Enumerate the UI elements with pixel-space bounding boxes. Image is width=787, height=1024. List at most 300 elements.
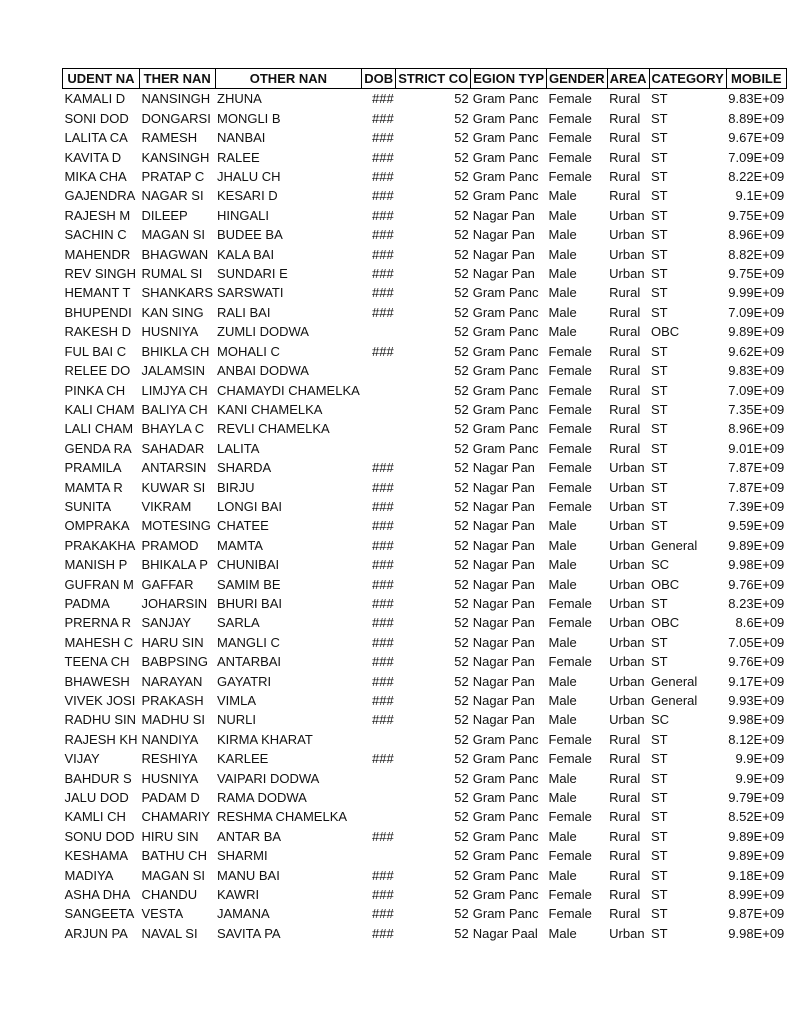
table-cell[interactable]: 9.93E+09 (728, 693, 785, 708)
table-cell[interactable]: 7.39E+09 (728, 498, 785, 514)
table-cell[interactable]: Nagar Pan (472, 266, 535, 282)
table-cell[interactable]: ASHA DHA (64, 887, 131, 903)
table-cell[interactable]: KARLEE (217, 751, 269, 767)
table-cell[interactable]: 52 (454, 498, 469, 514)
table-cell[interactable] (362, 788, 396, 807)
table-cell[interactable]: Female (548, 887, 592, 903)
table-cell[interactable]: ST (651, 770, 668, 786)
table-cell[interactable]: 9.59E+09 (728, 518, 785, 534)
table-cell[interactable]: 52 (454, 654, 469, 670)
table-cell[interactable]: Female (548, 809, 592, 825)
table-cell[interactable]: ### (371, 906, 394, 922)
table-cell[interactable]: Urban (609, 537, 645, 553)
table-cell[interactable]: Urban (609, 266, 645, 282)
table-cell[interactable]: Gram Panc (472, 285, 539, 301)
table-cell[interactable]: BATHU CH (141, 848, 207, 864)
table-cell[interactable]: MAMTA R (64, 479, 123, 495)
table-cell[interactable]: Gram Panc (472, 867, 539, 883)
table-cell[interactable]: ### (371, 557, 394, 573)
table-cell[interactable]: Male (548, 867, 577, 883)
table-cell[interactable]: 9.75E+09 (728, 207, 785, 223)
table-cell[interactable]: ST (651, 925, 668, 941)
table-cell[interactable]: BIRJU (217, 479, 255, 495)
table-cell[interactable]: ### (371, 460, 394, 476)
table-cell[interactable] (362, 439, 396, 458)
table-cell[interactable]: Gram Panc (472, 382, 539, 398)
table-cell[interactable]: CHANDU (141, 887, 198, 903)
table-cell[interactable]: SUNITA (64, 498, 112, 514)
table-cell[interactable]: HINGALI (217, 207, 270, 223)
table-cell[interactable]: SAMIM BE (217, 576, 281, 592)
table-cell[interactable]: NAGAR SI (141, 188, 204, 204)
table-cell[interactable]: Rural (609, 809, 641, 825)
table-cell[interactable]: Nagar Paal (472, 925, 538, 941)
table-cell[interactable]: HEMANT T (64, 285, 131, 301)
table-cell[interactable]: ST (651, 498, 668, 514)
table-cell[interactable]: PINKA CH (64, 382, 126, 398)
table-cell[interactable]: ### (371, 498, 394, 514)
table-cell[interactable]: Gram Panc (472, 828, 539, 844)
table-cell[interactable]: HARU SIN (141, 634, 204, 650)
table-cell[interactable]: Urban (609, 518, 645, 534)
table-cell[interactable]: 9.18E+09 (728, 867, 785, 883)
table-cell[interactable]: ST (651, 343, 668, 359)
table-cell[interactable]: Gram Panc (472, 731, 539, 747)
column-header[interactable]: MOBILE (726, 69, 786, 89)
table-cell[interactable] (362, 381, 396, 400)
table-cell[interactable]: KAMALI D (64, 91, 126, 107)
column-header[interactable]: OTHER NAN (215, 69, 362, 89)
table-cell[interactable]: 52 (454, 693, 469, 708)
table-cell[interactable]: Gram Panc (472, 751, 539, 767)
table-cell[interactable]: Nagar Pan (472, 227, 535, 243)
table-cell[interactable]: Urban (609, 925, 645, 941)
table-cell[interactable]: Rural (609, 906, 641, 922)
table-cell[interactable]: 52 (454, 925, 469, 941)
table-cell[interactable]: 8.82E+09 (728, 246, 785, 262)
table-cell[interactable]: Gram Panc (472, 770, 539, 786)
table-cell[interactable]: ### (371, 867, 394, 883)
table-cell[interactable]: JHALU CH (217, 169, 281, 185)
table-cell[interactable]: MIKA CHA (64, 169, 127, 185)
table-cell[interactable]: ZHUNA (217, 91, 262, 107)
table-cell[interactable]: 52 (454, 809, 469, 825)
table-cell[interactable]: 52 (454, 615, 469, 631)
table-cell[interactable]: Male (548, 188, 577, 204)
table-cell[interactable]: GAYATRI (217, 673, 272, 689)
table-cell[interactable]: ST (651, 401, 668, 417)
table-cell[interactable]: Female (548, 421, 592, 437)
table-cell[interactable]: 8.96E+09 (728, 227, 785, 243)
table-cell[interactable]: SHANKARS (141, 285, 213, 301)
table-cell[interactable]: Rural (609, 188, 641, 204)
table-cell[interactable]: Rural (609, 363, 641, 379)
table-cell[interactable]: MANU BAI (217, 867, 280, 883)
table-cell[interactable]: ST (651, 207, 668, 223)
table-cell[interactable]: BHUPENDI (64, 304, 132, 320)
table-cell[interactable]: VIMLA (217, 693, 257, 708)
column-header[interactable]: DOB (362, 69, 396, 89)
table-cell[interactable]: 52 (454, 479, 469, 495)
table-cell[interactable]: Gram Panc (472, 906, 539, 922)
table-cell[interactable]: ### (371, 343, 394, 359)
table-cell[interactable]: Rural (609, 887, 641, 903)
table-cell[interactable]: 7.87E+09 (728, 460, 785, 476)
table-cell[interactable]: BAHDUR S (64, 770, 132, 786)
table-cell[interactable]: OBC (651, 324, 680, 340)
table-cell[interactable]: 8.22E+09 (728, 169, 785, 185)
table-cell[interactable]: ### (371, 188, 394, 204)
table-cell[interactable]: SAHADAR (141, 440, 205, 456)
table-cell[interactable]: Rural (609, 149, 641, 165)
table-cell[interactable]: 9.89E+09 (728, 828, 785, 844)
table-cell[interactable]: Urban (609, 576, 645, 592)
table-cell[interactable]: 9.9E+09 (735, 770, 785, 786)
table-cell[interactable]: 52 (454, 906, 469, 922)
table-cell[interactable]: ### (371, 712, 394, 728)
table-cell[interactable]: 52 (454, 363, 469, 379)
table-cell[interactable]: RUMAL SI (141, 266, 203, 282)
table-cell[interactable]: KALI CHAM (64, 401, 135, 417)
table-cell[interactable]: CHAMAYDI CHAMELKA (217, 382, 360, 398)
table-cell[interactable] (362, 400, 396, 419)
table-cell[interactable]: JALU DOD (64, 790, 129, 806)
table-cell[interactable]: Male (548, 285, 577, 301)
table-cell[interactable]: RAKESH D (64, 324, 131, 340)
table-cell[interactable]: JAMANA (217, 906, 270, 922)
table-cell[interactable] (362, 419, 396, 438)
table-cell[interactable]: Nagar Pan (472, 693, 535, 708)
table-cell[interactable]: ST (651, 790, 668, 806)
table-cell[interactable]: GAJENDRA (64, 188, 136, 204)
table-cell[interactable]: 9.17E+09 (728, 673, 785, 689)
table-cell[interactable]: KANSINGH (141, 149, 210, 165)
table-cell[interactable]: NARAYAN (141, 673, 203, 689)
column-header[interactable]: GENDER (547, 69, 608, 89)
table-cell[interactable]: 8.23E+09 (728, 595, 785, 611)
table-cell[interactable]: ST (651, 246, 668, 262)
table-cell[interactable]: MOTESING (141, 518, 211, 534)
table-cell[interactable]: BHAGWAN (141, 246, 209, 262)
table-cell[interactable]: ST (651, 654, 668, 670)
table-cell[interactable]: KIRMA KHARAT (217, 731, 313, 747)
table-cell[interactable]: VESTA (141, 906, 184, 922)
table-cell[interactable]: Male (548, 518, 577, 534)
table-cell[interactable]: PADAM D (141, 790, 200, 806)
table-cell[interactable]: Rural (609, 110, 641, 126)
table-cell[interactable] (362, 730, 396, 749)
table-cell[interactable]: Rural (609, 343, 641, 359)
table-cell[interactable]: 52 (454, 460, 469, 476)
table-cell[interactable]: RESHIYA (141, 751, 198, 767)
table-cell[interactable]: MAHENDR (64, 246, 131, 262)
table-cell[interactable]: ST (651, 149, 668, 165)
table-cell[interactable]: ST (651, 518, 668, 534)
table-cell[interactable]: ST (651, 848, 668, 864)
table-cell[interactable]: Nagar Pan (472, 537, 535, 553)
table-cell[interactable]: Male (548, 673, 577, 689)
table-cell[interactable]: Male (548, 246, 577, 262)
table-cell[interactable]: REVLI CHAMELKA (217, 421, 330, 437)
table-cell[interactable]: ### (371, 246, 394, 262)
table-cell[interactable]: ST (651, 731, 668, 747)
table-cell[interactable]: Nagar Pan (472, 518, 535, 534)
table-cell[interactable]: ST (651, 460, 668, 476)
table-cell[interactable]: TEENA CH (64, 654, 130, 670)
table-cell[interactable]: RADHU SIN (64, 712, 137, 728)
table-cell[interactable]: BABPSING (141, 654, 208, 670)
table-cell[interactable]: Female (548, 440, 592, 456)
table-cell[interactable]: Rural (609, 751, 641, 767)
table-cell[interactable]: 9.83E+09 (728, 363, 785, 379)
table-cell[interactable]: NANBAI (217, 130, 266, 146)
table-cell[interactable]: Female (548, 595, 592, 611)
table-cell[interactable]: MONGLI B (217, 110, 281, 126)
table-cell[interactable]: 52 (454, 828, 469, 844)
table-cell[interactable]: Gram Panc (472, 110, 539, 126)
table-cell[interactable]: ST (651, 634, 668, 650)
table-cell[interactable]: ANTARSIN (141, 460, 207, 476)
table-cell[interactable]: Nagar Pan (472, 673, 535, 689)
table-cell[interactable]: 52 (454, 304, 469, 320)
table-cell[interactable]: 52 (454, 91, 469, 107)
table-cell[interactable]: ### (371, 887, 394, 903)
table-cell[interactable]: VIJAY (64, 751, 100, 767)
table-cell[interactable]: 7.09E+09 (728, 382, 785, 398)
table-cell[interactable]: Rural (609, 91, 641, 107)
table-cell[interactable]: JALAMSIN (141, 363, 206, 379)
table-cell[interactable]: 52 (454, 576, 469, 592)
table-cell[interactable]: Rural (609, 324, 641, 340)
table-cell[interactable]: 8.99E+09 (728, 887, 785, 903)
table-cell[interactable]: NANDIYA (141, 731, 199, 747)
table-cell[interactable]: ST (651, 479, 668, 495)
table-cell[interactable]: PRAMOD (141, 537, 199, 553)
table-cell[interactable]: 52 (454, 790, 469, 806)
table-cell[interactable]: KESARI D (217, 188, 278, 204)
table-cell[interactable]: CHATEE (217, 518, 269, 534)
table-cell[interactable]: Male (548, 790, 577, 806)
table-cell[interactable]: Rural (609, 440, 641, 456)
table-cell[interactable]: Gram Panc (472, 363, 539, 379)
table-cell[interactable]: SUNDARI E (217, 266, 288, 282)
table-cell[interactable]: Urban (609, 712, 645, 728)
table-cell[interactable]: Rural (609, 828, 641, 844)
table-cell[interactable]: BALIYA CH (141, 401, 208, 417)
table-cell[interactable]: KANI CHAMELKA (217, 401, 323, 417)
table-cell[interactable]: Nagar Pan (472, 615, 535, 631)
table-cell[interactable]: Rural (609, 382, 641, 398)
table-cell[interactable]: NAVAL SI (141, 925, 198, 941)
table-cell[interactable]: ### (371, 169, 394, 185)
table-cell[interactable]: Urban (609, 673, 645, 689)
table-cell[interactable]: ### (371, 304, 394, 320)
table-cell[interactable]: ### (371, 149, 394, 165)
table-cell[interactable]: Female (548, 479, 592, 495)
table-cell[interactable]: OBC (651, 615, 680, 631)
table-cell[interactable]: Rural (609, 848, 641, 864)
table-cell[interactable]: Nagar Pan (472, 479, 535, 495)
table-cell[interactable]: SONU DOD (64, 828, 135, 844)
table-cell[interactable]: 52 (454, 537, 469, 553)
table-cell[interactable]: KAWRI (217, 887, 260, 903)
table-cell[interactable]: Gram Panc (472, 440, 539, 456)
table-cell[interactable]: General (651, 693, 698, 708)
table-cell[interactable]: 52 (454, 149, 469, 165)
table-cell[interactable]: VIVEK JOSI (64, 693, 136, 708)
table-cell[interactable]: Female (548, 110, 592, 126)
table-cell[interactable]: RAJESH KH (64, 731, 138, 747)
table-cell[interactable]: RALEE (217, 149, 260, 165)
table-cell[interactable]: Rural (609, 770, 641, 786)
table-cell[interactable]: Female (548, 130, 592, 146)
table-cell[interactable]: SAVITA PA (217, 925, 281, 941)
table-cell[interactable]: MADHU SI (141, 712, 206, 728)
table-cell[interactable]: 9.62E+09 (728, 343, 785, 359)
table-cell[interactable]: 9.98E+09 (728, 925, 785, 941)
table-cell[interactable]: Nagar Pan (472, 498, 535, 514)
table-cell[interactable]: Male (548, 634, 577, 650)
table-cell[interactable]: General (651, 673, 698, 689)
table-cell[interactable]: KALA BAI (217, 246, 275, 262)
table-cell[interactable]: Nagar Pan (472, 654, 535, 670)
table-cell[interactable]: Male (548, 537, 577, 553)
table-cell[interactable]: ST (651, 91, 668, 107)
table-cell[interactable]: MAMTA (217, 537, 263, 553)
table-cell[interactable]: Female (548, 363, 592, 379)
table-cell[interactable]: ### (371, 595, 394, 611)
table-cell[interactable]: ST (651, 188, 668, 204)
table-cell[interactable]: ### (371, 828, 394, 844)
table-cell[interactable]: 52 (454, 188, 469, 204)
table-cell[interactable]: KESHAMA (64, 848, 129, 864)
table-cell[interactable]: Rural (609, 169, 641, 185)
table-cell[interactable]: Male (548, 576, 577, 592)
table-cell[interactable]: ### (371, 207, 394, 223)
table-cell[interactable]: SARLA (217, 615, 260, 631)
table-cell[interactable]: 9.98E+09 (728, 557, 785, 573)
table-cell[interactable]: Female (548, 906, 592, 922)
table-cell[interactable]: 52 (454, 227, 469, 243)
table-cell[interactable]: SC (651, 557, 670, 573)
table-cell[interactable]: OBC (651, 576, 680, 592)
table-cell[interactable]: Gram Panc (472, 169, 539, 185)
table-cell[interactable]: Rural (609, 401, 641, 417)
table-cell[interactable]: ### (371, 537, 394, 553)
table-cell[interactable]: Rural (609, 867, 641, 883)
table-cell[interactable]: 9.89E+09 (728, 537, 785, 553)
table-cell[interactable]: Female (548, 498, 592, 514)
table-cell[interactable]: Gram Panc (472, 809, 539, 825)
table-cell[interactable]: ST (651, 751, 668, 767)
table-cell[interactable]: ST (651, 130, 668, 146)
table-cell[interactable]: 52 (454, 440, 469, 456)
table-cell[interactable]: Female (548, 848, 592, 864)
table-cell[interactable]: ST (651, 440, 668, 456)
table-cell[interactable]: PRAKASH (141, 693, 204, 708)
table-cell[interactable]: Gram Panc (472, 149, 539, 165)
table-cell[interactable]: ST (651, 304, 668, 320)
table-cell[interactable]: SANJAY (141, 615, 192, 631)
table-cell[interactable]: 52 (454, 751, 469, 767)
table-cell[interactable]: 52 (454, 518, 469, 534)
table-cell[interactable]: ST (651, 828, 668, 844)
table-cell[interactable]: ### (371, 751, 394, 767)
table-cell[interactable]: 9.89E+09 (728, 324, 785, 340)
table-cell[interactable]: 8.96E+09 (728, 421, 785, 437)
table-cell[interactable]: SARSWATI (217, 285, 284, 301)
table-cell[interactable]: ST (651, 906, 668, 922)
table-cell[interactable]: 52 (454, 673, 469, 689)
table-cell[interactable]: Urban (609, 557, 645, 573)
table-cell[interactable]: 7.87E+09 (728, 479, 785, 495)
table-cell[interactable]: REV SINGH (64, 266, 137, 282)
column-header[interactable]: EGION TYP (471, 69, 547, 89)
table-cell[interactable]: Urban (609, 246, 645, 262)
table-cell[interactable]: ### (371, 576, 394, 592)
table-cell[interactable]: 9.76E+09 (728, 654, 785, 670)
table-cell[interactable]: BHAWESH (64, 673, 130, 689)
table-cell[interactable]: 52 (454, 595, 469, 611)
table-cell[interactable]: 52 (454, 770, 469, 786)
table-cell[interactable]: Male (548, 712, 577, 728)
table-cell[interactable]: 52 (454, 421, 469, 437)
column-header[interactable]: THER NAN (139, 69, 215, 89)
table-cell[interactable]: 52 (454, 169, 469, 185)
table-cell[interactable]: Female (548, 751, 592, 767)
table-cell[interactable]: 52 (454, 557, 469, 573)
table-cell[interactable]: ST (651, 227, 668, 243)
table-cell[interactable]: 9.79E+09 (728, 790, 785, 806)
table-cell[interactable]: ### (371, 266, 394, 282)
table-cell[interactable]: 52 (454, 887, 469, 903)
table-cell[interactable]: 8.89E+09 (728, 110, 785, 126)
table-cell[interactable]: Gram Panc (472, 401, 539, 417)
table-cell[interactable]: Rural (609, 130, 641, 146)
table-cell[interactable]: ### (371, 615, 394, 631)
table-cell[interactable]: LALI CHAM (64, 421, 134, 437)
table-cell[interactable]: MAHESH C (64, 634, 134, 650)
table-cell[interactable]: LALITA CA (64, 130, 128, 146)
table-cell[interactable]: Urban (609, 227, 645, 243)
table-cell[interactable]: NURLI (217, 712, 257, 728)
table-cell[interactable]: ST (651, 382, 668, 398)
table-cell[interactable]: Gram Panc (472, 887, 539, 903)
table-cell[interactable]: Nagar Pan (472, 557, 535, 573)
table-cell[interactable]: Rural (609, 790, 641, 806)
table-cell[interactable]: ST (651, 595, 668, 611)
table-cell[interactable]: PADMA (64, 595, 110, 611)
table-cell[interactable]: ### (371, 227, 394, 243)
table-cell[interactable]: 52 (454, 266, 469, 282)
table-cell[interactable]: Male (548, 557, 577, 573)
table-cell[interactable]: Male (548, 770, 577, 786)
table-cell[interactable]: KUWAR SI (141, 479, 206, 495)
table-cell[interactable]: 9.83E+09 (728, 91, 785, 107)
table-cell[interactable]: Gram Panc (472, 304, 539, 320)
table-cell[interactable]: 8.12E+09 (728, 731, 785, 747)
table-cell[interactable] (362, 361, 396, 380)
table-cell[interactable]: 9.67E+09 (728, 130, 785, 146)
table-cell[interactable]: 9.75E+09 (728, 266, 785, 282)
table-cell[interactable]: ### (371, 479, 394, 495)
table-cell[interactable]: 52 (454, 712, 469, 728)
table-cell[interactable]: OMPRAKA (64, 518, 130, 534)
table-cell[interactable]: HUSNIYA (141, 324, 199, 340)
table-cell[interactable]: HIRU SIN (141, 828, 199, 844)
table-cell[interactable]: 52 (454, 246, 469, 262)
table-cell[interactable]: Nagar Pan (472, 246, 535, 262)
